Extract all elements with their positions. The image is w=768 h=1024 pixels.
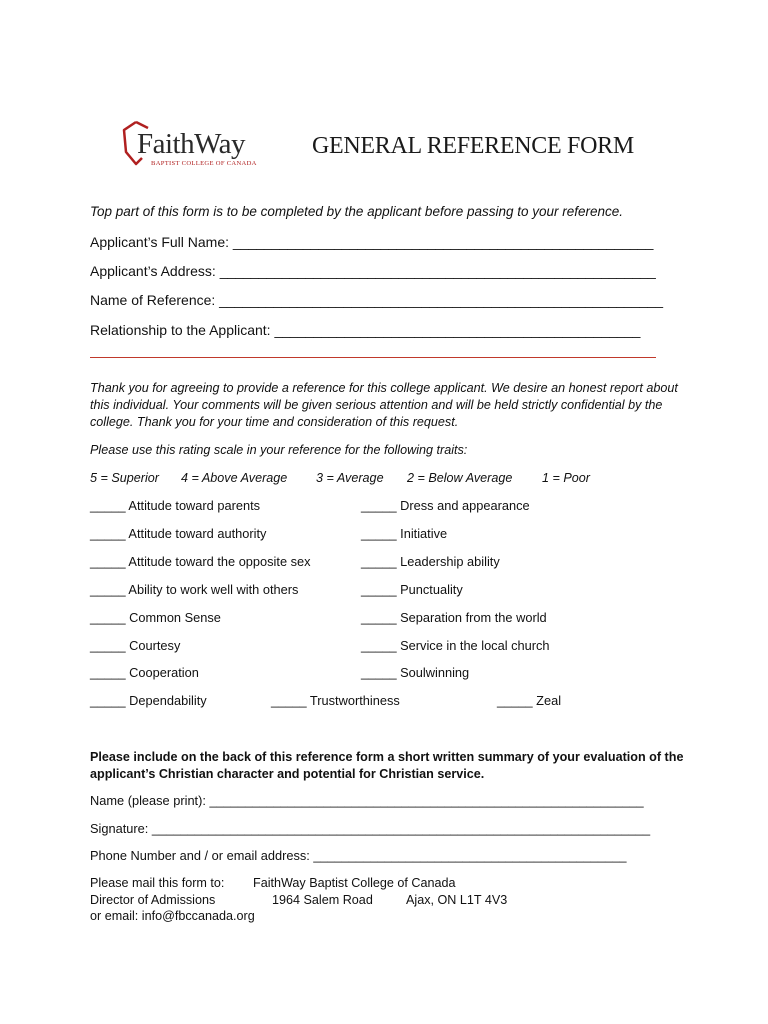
trait-item[interactable]: _____ Common Sense [90, 610, 221, 625]
logo-subtitle: BAPTIST COLLEGE OF CANADA [151, 160, 257, 167]
applicant-name-field[interactable]: Applicant’s Full Name: ______________________________________________________ [90, 234, 654, 250]
trait-item[interactable]: _____ Attitude toward parents [90, 498, 261, 513]
page-title: GENERAL REFERENCE FORM [312, 133, 634, 159]
street-address: 1964 Salem Road [272, 893, 373, 907]
trait-item[interactable]: _____ Attitude toward the opposite sex [90, 554, 311, 569]
scale-item: 5 = Superior [90, 471, 159, 485]
summary-instructions: Please include on the back of this reference form a short written summary of your evaluation of the applicant’s Christian character and potential for Christian service. [90, 750, 684, 781]
trait-item[interactable]: _____ Dependability [90, 693, 207, 708]
applicant-address-field[interactable]: Applicant’s Address: ________________________________________________________ [90, 263, 656, 279]
trait-item[interactable]: _____ Service in the local church [361, 638, 550, 653]
reference-name-field[interactable]: Name of Reference: _________________________________________________________ [90, 292, 663, 308]
trait-item[interactable]: _____ Trustworthiness [271, 693, 400, 708]
trait-item[interactable]: _____ Separation from the world [361, 610, 547, 625]
trait-item[interactable]: _____ Zeal [497, 693, 562, 708]
trait-item[interactable]: _____ Punctuality [361, 582, 463, 597]
section-divider [90, 357, 656, 358]
trait-item[interactable]: _____ Cooperation [90, 665, 199, 680]
logo-name: FaithWay [137, 128, 246, 160]
signature-field[interactable]: Signature: ______________________________________________________________________ [90, 821, 651, 836]
college-name: FaithWay Baptist College of Canada [253, 876, 456, 890]
scale-item: 2 = Below Average [407, 471, 513, 485]
scale-item: 3 = Average [316, 471, 384, 485]
intro-text: Top part of this form is to be completed by the applicant before passing to your reference. [90, 204, 624, 219]
scale-intro: Please use this rating scale in your reference for the following traits: [90, 443, 468, 457]
scale-item: 1 = Poor [542, 471, 590, 485]
scale-item: 4 = Above Average [181, 471, 288, 485]
trait-item[interactable]: _____ Initiative [361, 526, 448, 541]
relationship-field[interactable]: Relationship to the Applicant: _______________________________________________ [90, 322, 641, 338]
director-label: Director of Admissions [90, 893, 216, 907]
mail-label: Please mail this form to: [90, 876, 225, 890]
trait-item[interactable]: _____ Soulwinning [361, 665, 470, 680]
contact-field[interactable]: Phone Number and / or email address: ____________________________________________ [90, 848, 627, 863]
trait-item[interactable]: _____ Courtesy [90, 638, 181, 653]
trait-item[interactable]: _____ Leadership ability [361, 554, 500, 569]
print-name-field[interactable]: Name (please print): _____________________________________________________________ [90, 793, 644, 808]
trait-item[interactable]: _____ Ability to work well with others [90, 582, 299, 597]
email-contact[interactable]: or email: info@fbccanada.org [90, 909, 255, 923]
trait-item[interactable]: _____ Attitude toward authority [90, 526, 267, 541]
city-address: Ajax, ON L1T 4V3 [406, 893, 508, 907]
trait-item[interactable]: _____ Dress and appearance [361, 498, 530, 513]
thanks-paragraph: Thank you for agreeing to provide a reference for this college applicant. We desire an honest report about this individual. Your comments will be given serious attention and will be held strictly confidential by the college. Thank you for your time and consideration of this request. [90, 381, 678, 429]
